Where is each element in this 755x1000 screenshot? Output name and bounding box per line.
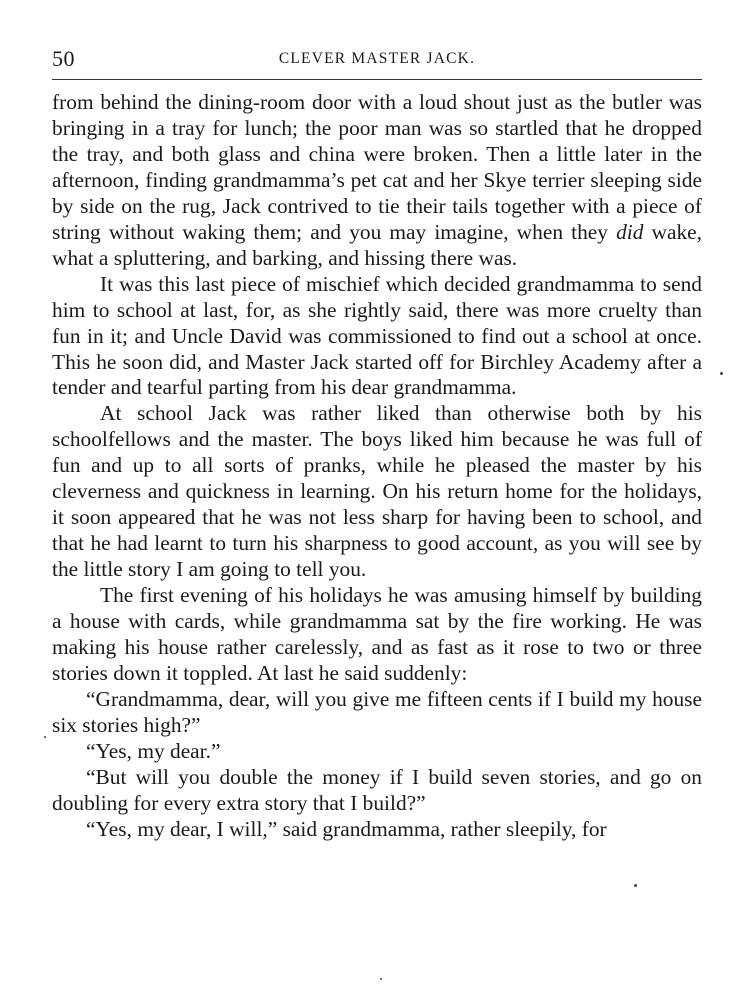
print-speck xyxy=(44,736,46,738)
page-header xyxy=(52,46,702,76)
paragraph-text: from behind the dining-room door with a loud shout just as the butler was bringing in a tray for lunch; the poor man was so startled that he dropped the tray, and both glass and china were broken. Then a little later in the afternoon, finding grandmamma’s pet cat and her Skye terrier sleeping side by side on the rug, Jack contrived to tie their tails together with a piece of string without waking them; and you may imagine, when they xyxy=(52,90,702,244)
emphasis-word: did xyxy=(616,219,644,244)
print-speck xyxy=(720,372,723,375)
dialogue-line: “Yes, my dear.” xyxy=(86,738,221,763)
dialogue-line: “Yes, my dear, I will,” said grandmamma, rather sleepily, for xyxy=(86,816,607,841)
paragraph: It was this last piece of mischief which decided grandmamma to send him to school at last, for, as she rightly said, there was more cruelty than fun in it; and Uncle David was commissioned to find out a school at once. This he soon did, and Master Jack started off for Birchley Academy after a tender and tearful parting from his dear grandmamma. xyxy=(52,271,702,400)
running-title: CLEVER MASTER JACK. xyxy=(278,50,476,67)
body-text xyxy=(52,90,702,843)
paragraph-text: wake, what a spluttering, and barking, and hissing there was. xyxy=(52,219,702,270)
print-speck xyxy=(634,884,637,887)
paragraph: The first evening of his holidays he was amusing himself by building a house with cards, while grandmamma sat by the fire working. He was making his house rather carelessly, and as fast as it rose to two or three stories down it toppled. At last he said suddenly: xyxy=(52,583,702,685)
page-number: 50 xyxy=(52,46,75,71)
print-speck xyxy=(380,978,382,980)
dialogue-line: “Grandmamma, dear, will you give me fifteen cents if I build my house six stories high?” xyxy=(52,686,702,737)
paragraph-continuation xyxy=(52,90,702,272)
header-rule xyxy=(52,79,702,80)
dialogue-line: “But will you double the money if I build seven stories, and go on doubling for every extra story that I build?” xyxy=(52,764,702,815)
paragraph: At school Jack was rather liked than otherwise both by his schoolfellows and the master. The boys liked him because he was full of fun and up to all sorts of pranks, while he pleased the master by his cleverness and quickness in learning. On his return home for the holidays, it soon appeared that he was not less sharp for having been to school, and that he had learnt to turn his sharpness to good account, as you will see by the little story I am going to tell you. xyxy=(52,401,702,582)
